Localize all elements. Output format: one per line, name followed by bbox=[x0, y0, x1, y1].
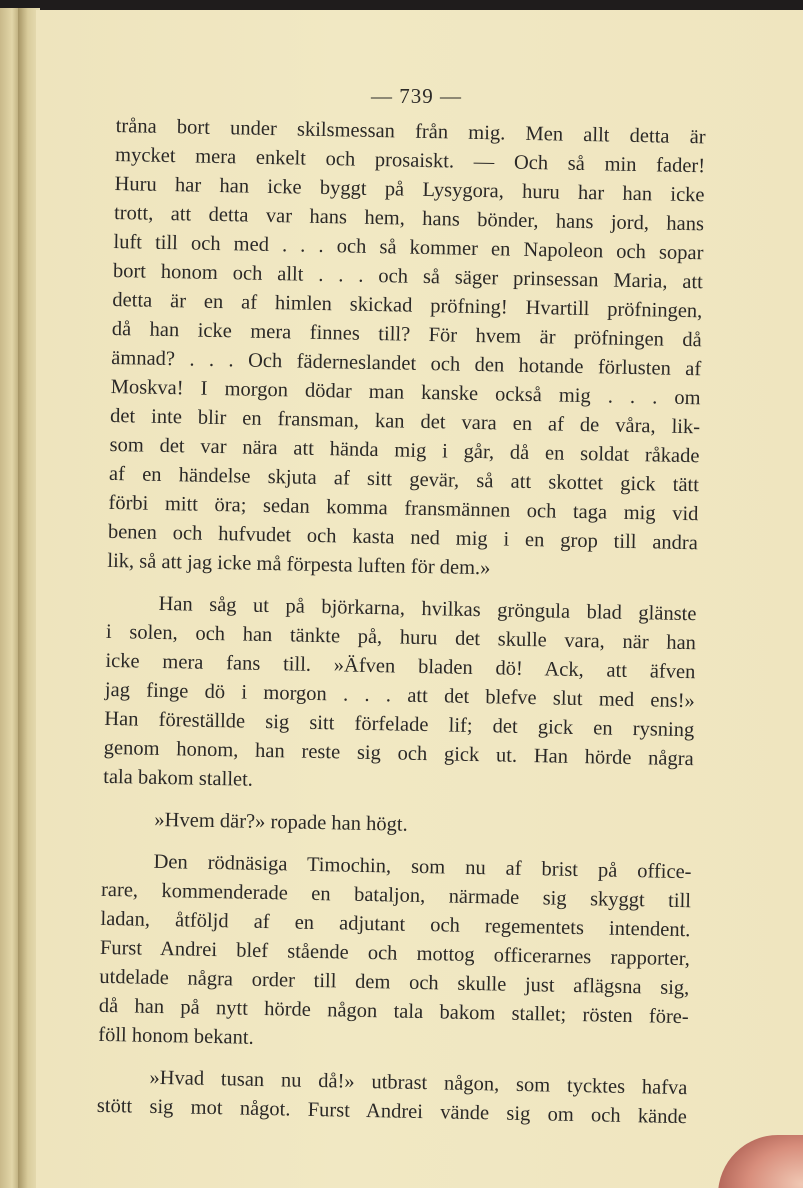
text-line: lik, så att jag icke må förpesta luften för dem.» bbox=[107, 549, 491, 580]
page-number: — 739 — bbox=[371, 84, 462, 108]
text-line: Den rödnäsiga Timochin, som nu af brist på office- bbox=[153, 850, 692, 884]
text-line: tråna bort under skilsmessan från mig. Men allt detta är bbox=[115, 114, 706, 149]
text-line: »Hvad tusan nu då!» utbrast någon, som tycktes hafva bbox=[149, 1066, 688, 1100]
paragraph-2 bbox=[103, 589, 697, 803]
text-line: som det var nära att hända mig i går, då en soldat råkade bbox=[109, 433, 700, 468]
left-page-edge bbox=[0, 8, 20, 1188]
text-line: mycket mera enkelt och prosaiskt. — Och så min fader! bbox=[114, 143, 706, 178]
text-line: det inte blir en fransman, kan det vara en af de våra, lik- bbox=[109, 404, 701, 439]
text-line: då han icke mera finnes till? För hvem är pröfningen då bbox=[111, 317, 702, 352]
text-line: utdelade några order till dem och skulle just aflägsna sig, bbox=[99, 965, 690, 1000]
text-line: i solen, och han tänkte på, huru det skulle vara, när han bbox=[105, 620, 697, 655]
text-line: »Hvem där?» ropade han högt. bbox=[154, 808, 408, 836]
text-line: Moskva! I morgon dödar man kanske också mig . . . om bbox=[110, 375, 701, 410]
text-line: Huru har han icke byggt på Lysygora, huru har han icke bbox=[114, 172, 705, 207]
text-line: luft till och med . . . och så kommer en Napoleon och sopar bbox=[113, 230, 704, 265]
paragraph-5 bbox=[97, 1063, 688, 1132]
text-line: icke mera fans till. »Äfven bladen dö! Ack, att äfven bbox=[105, 649, 696, 684]
text-line: stött sig mot något. Furst Andrei vände sig om och kände bbox=[96, 1094, 688, 1129]
body-text bbox=[97, 112, 706, 1132]
text-line: föll honom bekant. bbox=[98, 1023, 254, 1049]
text-line: ladan, åtföljd af en adjutant och regementets intendent. bbox=[100, 907, 691, 942]
text-line: trott, att detta var hans hem, hans bönder, hans jord, hans bbox=[113, 201, 705, 236]
text-line: Han föreställde sig sitt förfelade lif; det gick en rysning bbox=[104, 707, 695, 742]
text-line: genom honom, han reste sig och gick ut. Han hörde några bbox=[103, 736, 694, 771]
paragraph-4 bbox=[98, 847, 692, 1061]
text-line: af en händelse skjuta af sitt gevär, så att skottet gick tätt bbox=[108, 462, 700, 497]
paragraph-1 bbox=[107, 112, 706, 587]
text-line: jag finge dö i morgon . . . att det blefve slut med ens!» bbox=[104, 678, 696, 713]
text-line: bort honom och allt . . . och så säger prinsessan Maria, att bbox=[112, 259, 704, 294]
text-line: Furst Andrei blef stående och mottog officerarnes rapporter, bbox=[99, 936, 691, 971]
text-line: ämnad? . . . Och fäderneslandet och den hotande förlusten af bbox=[111, 346, 702, 381]
text-line: Han såg ut på björkarna, hvilkas gröngula blad glänste bbox=[158, 592, 697, 626]
text-line: då han på nytt hörde någon tala bakom stallet; rösten före- bbox=[98, 994, 689, 1029]
text-line: rare, kommenderade en bataljon, närmade sig skyggt till bbox=[100, 878, 692, 913]
text-line: benen och hufvudet och kasta ned mig i en grop till andra bbox=[107, 520, 699, 555]
text-line: tala bakom stallet. bbox=[103, 765, 254, 791]
text-line: detta är en af himlen skickad pröfning! Hvartill pröfningen, bbox=[112, 288, 703, 323]
text-line: förbi mitt öra; sedan komma fransmännen och taga mig vid bbox=[108, 491, 699, 526]
